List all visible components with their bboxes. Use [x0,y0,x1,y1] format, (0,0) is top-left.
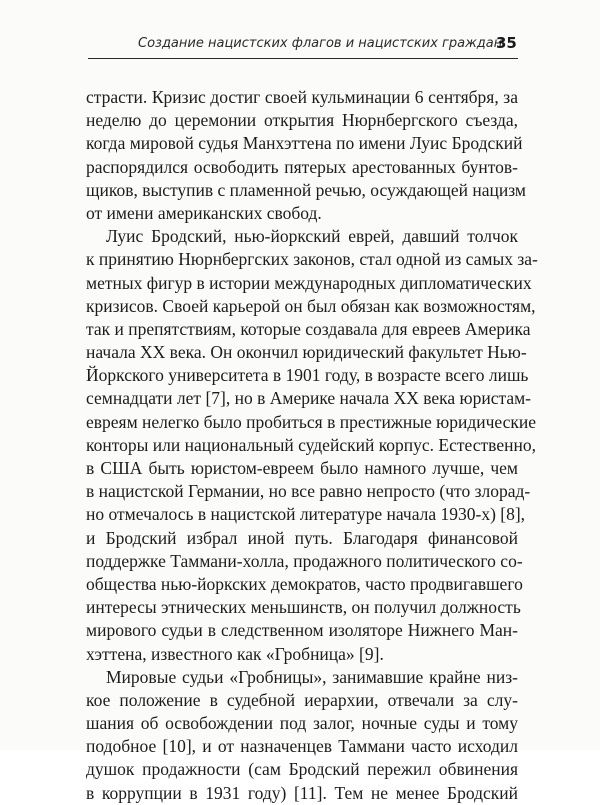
text-line: Мировые судьи «Гробницы», занимавшие крайне низ- [106,666,518,687]
text-line: в нацистской Германии, но все равно непросто (что злорад- [86,481,531,502]
text-line: общества нью-йоркских демократов, часто продвигавшего [86,573,523,594]
text-line: страсти. Кризис достиг своей кульминации 6 сентября, за [86,87,518,107]
body-text [86,86,538,805]
text-line: мирового судьи в следственном изоляторе Нижнего Ман- [86,620,518,641]
text-line: и Бродский избрал иной путь. Благодаря финансовой [86,527,518,548]
text-line: шания об освобождении под залог, ночные суды и тому [86,713,518,734]
text-line: хэттена, известного как «Гробница» [9]. [86,643,384,664]
text-line: евреям нелегко было пробиться в престижные юридические [86,411,537,432]
text-line: в США быть юристом-евреем было намного лучше, чем [86,458,518,478]
running-title: Создание нацистских флагов и нацистских граждан [138,36,503,51]
paragraph-3 [86,666,518,805]
text-line: щиков, выступив с пламенной речью, осуждающей нацизм [86,179,526,200]
text-line: когда мировой судья Манхэттена по имени Луис Бродский [86,133,523,154]
header-rule [88,58,518,59]
page-number: 35 [496,34,517,52]
text-line: кризисов. Своей карьерой он был обязан как возможностям, [86,295,536,316]
text-line: от имени американских свобод. [86,202,322,223]
text-line: кое положение в судебной иерархии, отвечали за слу- [86,689,518,710]
text-line: Йоркского университета в 1901 году, в возрасте всего лишь [86,365,529,386]
text-line: интересы этнических меньшинств, он получил должность [86,597,521,618]
paragraph-1 [86,86,526,225]
text-line: к принятию Нюрнбергских законов, стал одной из самых за- [86,249,538,270]
text-line: подобное [10], и от назначенцев Таммани часто исходил [86,736,518,757]
text-line: начала XX века. Он окончил юридический факультет Нью- [86,342,527,363]
text-line: поддержке Таммани-холла, продажного политического со- [86,550,523,571]
text-line: конторы или национальный судейский корпус. Естественно, [86,434,536,455]
text-line: в коррупции в 1931 году) [11]. Тем не менее Бродский [86,782,518,803]
text-line: Луис Бродский, нью-йоркский еврей, давший толчок [106,226,518,247]
paragraph-2 [86,225,538,666]
text-line: душок продажности (сам Бродский пережил обвинения [86,759,518,780]
text-line: но отмечалось в нацистской литературе начала 1930-х) [8], [86,504,526,525]
text-line: семнадцати лет [7], но в Америке начала XX века юристам- [86,388,532,409]
text-line: неделю до церемонии открытия Нюрнбергского съезда, [86,110,518,131]
text-line: метных фигур в истории международных дипломатических [86,272,532,293]
text-line: распорядился освободить пятерых арестованных бунтов- [86,156,518,177]
text-line: так и препятствиям, которые создавала для евреев Америка [86,318,531,339]
